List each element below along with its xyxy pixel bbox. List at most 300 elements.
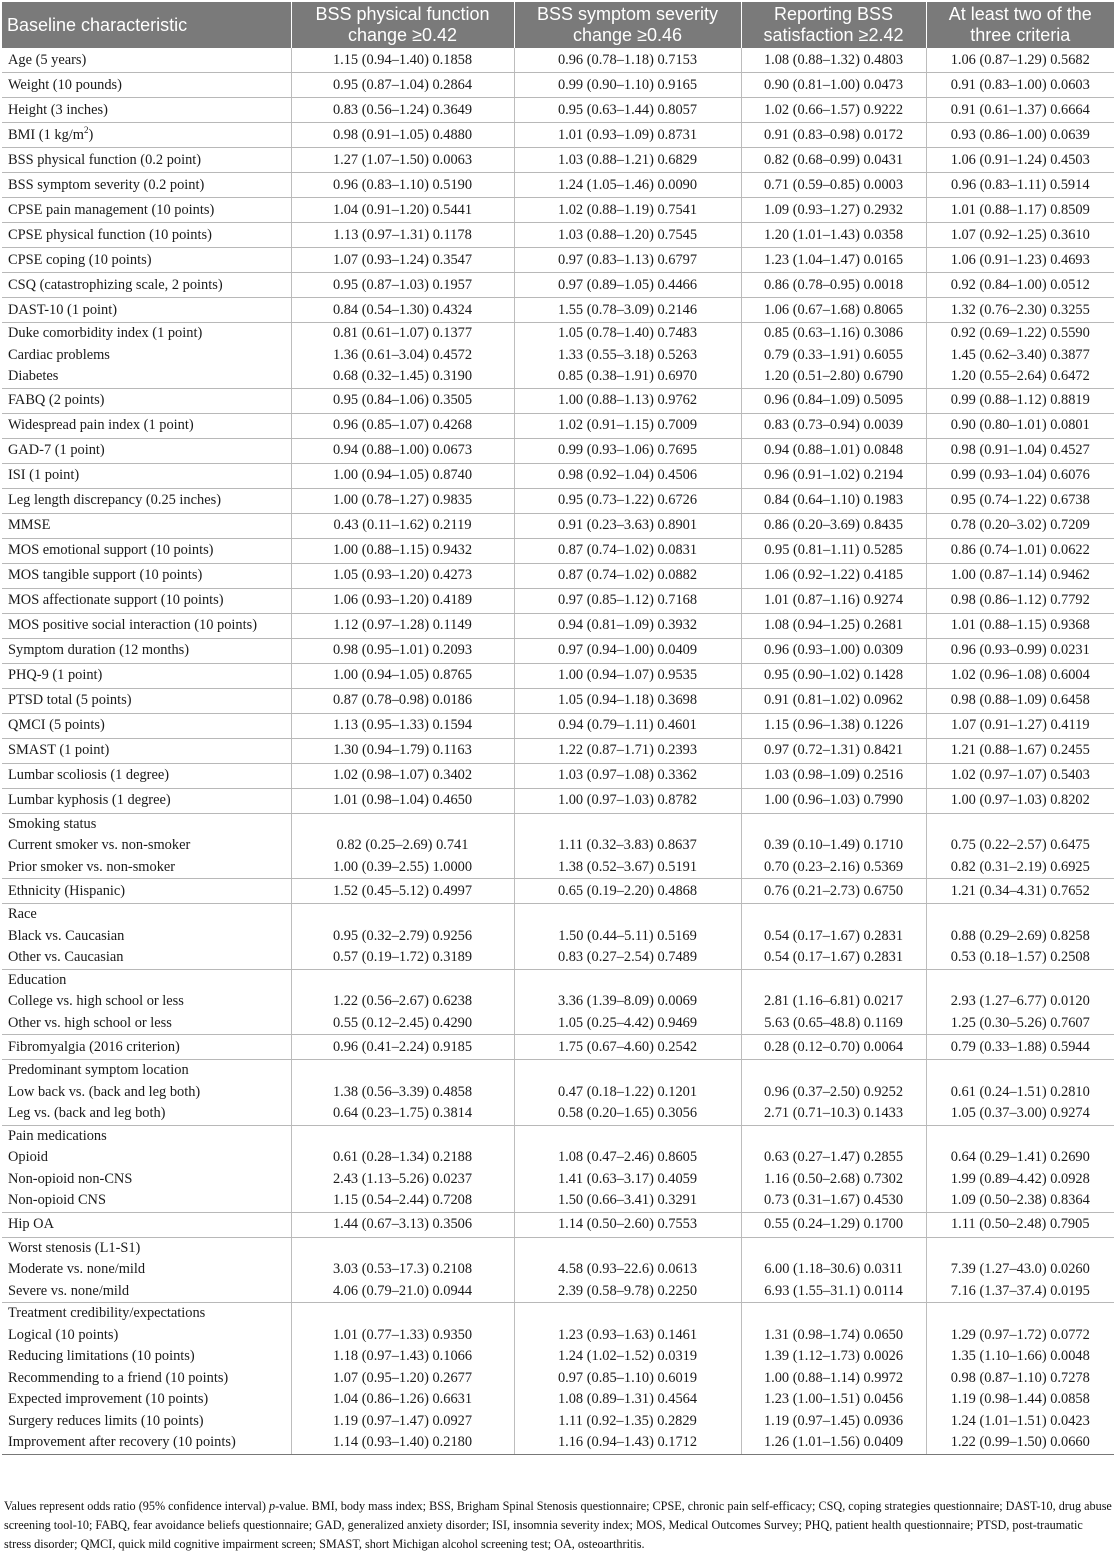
value-cell bbox=[291, 738, 514, 763]
odds-ratio-value: 0.85 (0.38–1.91) 0.6970 bbox=[557, 368, 698, 384]
table-row bbox=[2, 1035, 1114, 1060]
value-cell bbox=[926, 438, 1114, 463]
header-baseline-characteristic: Baseline characteristic bbox=[2, 2, 291, 48]
odds-ratio-value bbox=[296, 1303, 510, 1325]
row-label-cell bbox=[2, 98, 291, 123]
odds-ratio-value: 0.90 (0.81–1.00) 0.0473 bbox=[763, 76, 904, 93]
value-cell bbox=[926, 1035, 1114, 1060]
row-label: MOS emotional support (10 points) bbox=[8, 542, 214, 558]
row-label-cell bbox=[2, 298, 291, 323]
odds-ratio-value bbox=[519, 1126, 737, 1148]
value-cell bbox=[926, 73, 1114, 98]
odds-ratio-value: 0.98 (0.88–1.09) 0.6458 bbox=[950, 692, 1090, 708]
odds-ratio-value: 1.05 (0.78–1.40) 0.7483 bbox=[557, 325, 698, 341]
odds-ratio-value: 0.55 (0.12–2.45) 0.4290 bbox=[332, 1014, 473, 1031]
odds-ratio-value: 1.06 (0.92–1.22) 0.4185 bbox=[763, 567, 904, 583]
row-label: Education bbox=[8, 971, 67, 988]
row-label: Symptom duration (12 months) bbox=[8, 642, 190, 658]
value-cell bbox=[291, 488, 514, 513]
value-cell bbox=[291, 413, 514, 438]
odds-ratio-value: 0.82 (0.31–2.19) 0.6925 bbox=[950, 858, 1090, 875]
row-label: Logical (10 points) bbox=[8, 1326, 119, 1343]
odds-ratio-value: 1.00 (0.96–1.03) 0.7990 bbox=[763, 792, 904, 808]
odds-ratio-value: 0.91 (0.61–1.37) 0.6664 bbox=[950, 101, 1090, 118]
value-cell bbox=[741, 738, 926, 763]
value-cell bbox=[926, 1303, 1114, 1455]
row-label-cell bbox=[2, 1060, 291, 1126]
row-label: MMSE bbox=[8, 517, 51, 533]
row-label-cell bbox=[2, 388, 291, 413]
odds-ratio-value: 1.01 (0.88–1.15) 0.9368 bbox=[950, 617, 1090, 633]
odds-ratio-value: 1.30 (0.94–1.79) 0.1163 bbox=[333, 742, 472, 758]
value-cell bbox=[514, 1212, 741, 1237]
odds-ratio-value bbox=[746, 970, 922, 992]
odds-ratio-value: 1.08 (0.89–1.31) 0.4564 bbox=[557, 1391, 698, 1407]
odds-ratio-value: 0.99 (0.93–1.04) 0.6076 bbox=[950, 467, 1090, 483]
odds-ratio-value: 1.22 (0.87–1.71) 0.2393 bbox=[557, 742, 698, 758]
value-cell bbox=[291, 1303, 514, 1455]
odds-ratio-value: 0.43 (0.11–1.62) 0.2119 bbox=[333, 517, 472, 533]
odds-ratio-value: 1.06 (0.87–1.29) 0.5682 bbox=[950, 51, 1090, 68]
value-cell bbox=[926, 763, 1114, 788]
odds-ratio-value: 1.08 (0.94–1.25) 0.2681 bbox=[763, 617, 904, 633]
row-label: Opioid bbox=[8, 1149, 48, 1165]
value-cell bbox=[514, 413, 741, 438]
odds-ratio-value: 0.54 (0.17–1.67) 0.2831 bbox=[763, 927, 904, 944]
row-label: Duke comorbidity index (1 point) bbox=[8, 325, 203, 341]
value-cell bbox=[514, 1237, 741, 1303]
value-cell bbox=[514, 713, 741, 738]
table-row bbox=[2, 969, 1114, 1035]
value-cell bbox=[291, 688, 514, 713]
odds-ratio-value: 1.18 (0.97–1.43) 0.1066 bbox=[332, 1348, 473, 1364]
value-cell bbox=[926, 248, 1114, 273]
value-cell bbox=[514, 438, 741, 463]
table-row bbox=[2, 738, 1114, 763]
odds-ratio-value: 1.00 (0.88–1.14) 0.9972 bbox=[763, 1369, 904, 1386]
odds-ratio-value: 1.19 (0.98–1.44) 0.0858 bbox=[950, 1391, 1090, 1407]
odds-ratio-value: 0.95 (0.32–2.79) 0.9256 bbox=[332, 927, 473, 944]
value-cell bbox=[926, 463, 1114, 488]
odds-ratio-value: 1.07 (0.91–1.27) 0.4119 bbox=[950, 717, 1090, 733]
odds-ratio-value: 1.02 (0.96–1.08) 0.6004 bbox=[950, 667, 1090, 683]
value-cell bbox=[291, 969, 514, 1035]
odds-ratio-value bbox=[746, 1126, 922, 1148]
row-label: Severe vs. none/mild bbox=[8, 1282, 130, 1299]
value-cell bbox=[926, 388, 1114, 413]
odds-ratio-value: 0.65 (0.19–2.20) 0.4868 bbox=[557, 882, 698, 899]
value-cell bbox=[514, 738, 741, 763]
value-cell bbox=[926, 969, 1114, 1035]
row-label-cell bbox=[2, 688, 291, 713]
odds-ratio-value: 1.19 (0.97–1.45) 0.0936 bbox=[763, 1412, 904, 1429]
odds-ratio-value bbox=[519, 1238, 737, 1260]
odds-ratio-value: 2.71 (0.71–10.3) 0.1433 bbox=[763, 1105, 904, 1121]
value-cell bbox=[291, 148, 514, 173]
value-cell bbox=[926, 813, 1114, 879]
odds-ratio-value: 1.31 (0.98–1.74) 0.0650 bbox=[763, 1326, 904, 1343]
odds-ratio-value: 1.02 (0.97–1.07) 0.5403 bbox=[950, 767, 1090, 783]
odds-ratio-value: 0.75 (0.22–2.57) 0.6475 bbox=[950, 837, 1090, 853]
value-cell bbox=[514, 388, 741, 413]
value-cell bbox=[291, 904, 514, 970]
row-label-suffix: ) bbox=[88, 126, 94, 143]
value-cell bbox=[926, 98, 1114, 123]
value-cell bbox=[926, 738, 1114, 763]
row-label: CSQ (catastrophizing scale, 2 points) bbox=[8, 276, 223, 293]
value-cell bbox=[291, 1212, 514, 1237]
odds-ratio-value: 1.09 (0.93–1.27) 0.2932 bbox=[763, 201, 904, 218]
table-row bbox=[2, 73, 1114, 98]
table-row bbox=[2, 98, 1114, 123]
odds-ratio-value: 0.95 (0.84–1.06) 0.3505 bbox=[332, 392, 473, 408]
odds-ratio-value: 1.20 (1.01–1.43) 0.0358 bbox=[763, 226, 904, 243]
row-label: Ethnicity (Hispanic) bbox=[8, 882, 126, 899]
odds-ratio-value: 1.07 (0.95–1.20) 0.2677 bbox=[332, 1369, 473, 1386]
odds-ratio-value: 0.86 (0.78–0.95) 0.0018 bbox=[763, 276, 904, 293]
odds-ratio-value: 0.58 (0.20–1.65) 0.3056 bbox=[557, 1105, 698, 1121]
value-cell bbox=[926, 1125, 1114, 1212]
odds-ratio-value bbox=[296, 814, 510, 836]
value-cell bbox=[291, 713, 514, 738]
odds-ratio-value: 1.03 (0.88–1.20) 0.7545 bbox=[557, 226, 698, 243]
odds-ratio-value: 1.00 (0.97–1.03) 0.8202 bbox=[950, 792, 1090, 808]
odds-ratio-value: 1.04 (0.91–1.20) 0.5441 bbox=[332, 201, 473, 218]
odds-ratio-value: 0.92 (0.84–1.00) 0.0512 bbox=[950, 276, 1090, 293]
value-cell bbox=[514, 248, 741, 273]
odds-ratio-value: 1.33 (0.55–3.18) 0.5263 bbox=[557, 346, 698, 363]
table-row bbox=[2, 1060, 1114, 1126]
table-row bbox=[2, 413, 1114, 438]
table-row bbox=[2, 713, 1114, 738]
row-label-cell bbox=[2, 538, 291, 563]
odds-ratio-value: 0.83 (0.56–1.24) 0.3649 bbox=[332, 101, 473, 118]
table-row bbox=[2, 148, 1114, 173]
row-label: Leg vs. (back and leg both) bbox=[8, 1105, 166, 1121]
table-body bbox=[2, 48, 1114, 1454]
odds-ratio-value: 1.06 (0.67–1.68) 0.8065 bbox=[763, 301, 904, 318]
table-row bbox=[2, 223, 1114, 248]
value-cell bbox=[291, 1035, 514, 1060]
value-cell bbox=[926, 323, 1114, 389]
odds-ratio-value: 1.20 (0.51–2.80) 0.6790 bbox=[763, 368, 904, 384]
value-cell bbox=[514, 488, 741, 513]
odds-ratio-value: 1.13 (0.97–1.31) 0.1178 bbox=[333, 226, 472, 243]
value-cell bbox=[291, 879, 514, 904]
row-label: Moderate vs. none/mild bbox=[8, 1261, 146, 1277]
value-cell bbox=[926, 198, 1114, 223]
value-cell bbox=[926, 48, 1114, 73]
value-cell bbox=[291, 638, 514, 663]
odds-ratio-value: 7.39 (1.27–43.0) 0.0260 bbox=[950, 1261, 1090, 1277]
footnote-text-1: Values represent odds ratio (95% confidence interval) bbox=[4, 1499, 269, 1513]
value-cell bbox=[741, 904, 926, 970]
odds-ratio-value: 1.00 (0.39–2.55) 1.0000 bbox=[332, 858, 473, 875]
row-label: Cardiac problems bbox=[8, 346, 110, 363]
value-cell bbox=[514, 298, 741, 323]
row-label-cell bbox=[2, 248, 291, 273]
row-label: Predominant symptom location bbox=[8, 1062, 189, 1078]
odds-ratio-value bbox=[296, 1060, 510, 1082]
odds-ratio-value: 0.98 (0.91–1.05) 0.4880 bbox=[332, 126, 473, 143]
odds-ratio-value: 0.96 (0.37–2.50) 0.9252 bbox=[763, 1083, 904, 1100]
value-cell bbox=[514, 688, 741, 713]
row-label-cell bbox=[2, 788, 291, 813]
value-cell bbox=[741, 248, 926, 273]
odds-ratio-value: 0.96 (0.93–0.99) 0.0231 bbox=[950, 642, 1090, 658]
row-label: Prior smoker vs. non-smoker bbox=[8, 858, 176, 875]
value-cell bbox=[926, 148, 1114, 173]
odds-ratio-value bbox=[746, 1238, 922, 1260]
table-row bbox=[2, 513, 1114, 538]
odds-ratio-value: 0.97 (0.85–1.10) 0.6019 bbox=[557, 1369, 698, 1386]
value-cell bbox=[741, 513, 926, 538]
odds-ratio-value: 0.98 (0.86–1.12) 0.7792 bbox=[950, 592, 1090, 608]
row-label: Pain medications bbox=[8, 1127, 107, 1144]
row-label-cell bbox=[2, 738, 291, 763]
value-cell bbox=[291, 388, 514, 413]
row-label: CPSE coping (10 points) bbox=[8, 251, 152, 268]
row-label: Recommending to a friend (10 points) bbox=[8, 1369, 229, 1386]
odds-ratio-value: 1.01 (0.88–1.17) 0.8509 bbox=[950, 201, 1090, 218]
row-label: Age (5 years) bbox=[8, 51, 87, 68]
odds-ratio-value: 0.96 (0.41–2.24) 0.9185 bbox=[332, 1038, 473, 1055]
value-cell bbox=[291, 123, 514, 148]
value-cell bbox=[514, 48, 741, 73]
value-cell bbox=[741, 813, 926, 879]
value-cell bbox=[291, 223, 514, 248]
odds-ratio-value bbox=[931, 1238, 1111, 1260]
odds-ratio-value bbox=[296, 1126, 510, 1148]
table-row bbox=[2, 323, 1114, 389]
row-label-cell bbox=[2, 73, 291, 98]
odds-ratio-value: 1.16 (0.50–2.68) 0.7302 bbox=[763, 1170, 904, 1187]
odds-ratio-value: 0.91 (0.81–1.02) 0.0962 bbox=[763, 692, 904, 708]
table-row bbox=[2, 198, 1114, 223]
odds-ratio-value: 1.15 (0.94–1.40) 0.1858 bbox=[332, 51, 473, 68]
row-label-cell bbox=[2, 488, 291, 513]
value-cell bbox=[514, 813, 741, 879]
odds-ratio-value: 7.16 (1.37–37.4) 0.0195 bbox=[950, 1282, 1090, 1299]
odds-ratio-value: 1.21 (0.34–4.31) 0.7652 bbox=[950, 882, 1090, 899]
row-label-cell bbox=[2, 588, 291, 613]
odds-ratio-value bbox=[746, 1303, 922, 1325]
value-cell bbox=[741, 588, 926, 613]
odds-ratio-value: 1.45 (0.62–3.40) 0.3877 bbox=[950, 346, 1090, 363]
table-row bbox=[2, 613, 1114, 638]
table-row bbox=[2, 1125, 1114, 1212]
value-cell bbox=[741, 763, 926, 788]
odds-ratio-value: 1.55 (0.78–3.09) 0.2146 bbox=[557, 301, 698, 318]
odds-ratio-value: 0.87 (0.74–1.02) 0.0882 bbox=[557, 567, 698, 583]
row-label-cell bbox=[2, 323, 291, 389]
value-cell bbox=[291, 323, 514, 389]
value-cell bbox=[514, 1303, 741, 1455]
value-cell bbox=[741, 713, 926, 738]
value-cell bbox=[741, 488, 926, 513]
value-cell bbox=[741, 1303, 926, 1455]
row-label: Race bbox=[8, 906, 37, 922]
odds-ratio-value: 0.91 (0.83–0.98) 0.0172 bbox=[763, 126, 904, 143]
value-cell bbox=[514, 73, 741, 98]
odds-ratio-value: 3.36 (1.39–8.09) 0.0069 bbox=[557, 993, 698, 1009]
odds-ratio-value: 1.00 (0.94–1.07) 0.9535 bbox=[557, 667, 698, 683]
value-cell bbox=[291, 1237, 514, 1303]
row-label: Other vs. high school or less bbox=[8, 1014, 172, 1031]
odds-ratio-table bbox=[2, 2, 1114, 1455]
odds-ratio-value bbox=[296, 970, 510, 992]
odds-ratio-value: 1.00 (0.94–1.05) 0.8740 bbox=[332, 467, 473, 483]
odds-ratio-value bbox=[519, 1060, 737, 1082]
table-row bbox=[2, 248, 1114, 273]
row-label: Lumbar kyphosis (1 degree) bbox=[8, 792, 171, 808]
odds-ratio-value: 1.00 (0.87–1.14) 0.9462 bbox=[950, 567, 1090, 583]
value-cell bbox=[291, 513, 514, 538]
odds-ratio-value: 2.93 (1.27–6.77) 0.0120 bbox=[950, 993, 1090, 1009]
row-label: FABQ (2 points) bbox=[8, 392, 105, 408]
odds-ratio-value: 1.06 (0.91–1.24) 0.4503 bbox=[950, 151, 1090, 168]
value-cell bbox=[514, 323, 741, 389]
odds-ratio-value: 0.95 (0.87–1.04) 0.2864 bbox=[332, 76, 473, 93]
odds-ratio-value: 1.15 (0.96–1.38) 0.1226 bbox=[763, 717, 904, 733]
value-cell bbox=[514, 613, 741, 638]
odds-ratio-value: 1.00 (0.78–1.27) 0.9835 bbox=[332, 492, 473, 508]
odds-ratio-value: 0.96 (0.83–1.10) 0.5190 bbox=[332, 176, 473, 193]
odds-ratio-value: 0.88 (0.29–2.69) 0.8258 bbox=[950, 927, 1090, 944]
value-cell bbox=[514, 969, 741, 1035]
table-row bbox=[2, 1212, 1114, 1237]
odds-ratio-value: 1.02 (0.66–1.57) 0.9222 bbox=[763, 101, 904, 118]
odds-ratio-value: 1.23 (0.93–1.63) 0.1461 bbox=[557, 1326, 698, 1343]
odds-ratio-value: 1.15 (0.54–2.44) 0.7208 bbox=[332, 1192, 473, 1208]
row-label-cell bbox=[2, 663, 291, 688]
table-row bbox=[2, 563, 1114, 588]
odds-ratio-value bbox=[519, 1303, 737, 1325]
value-cell bbox=[514, 273, 741, 298]
odds-ratio-value: 1.36 (0.61–3.04) 0.4572 bbox=[332, 346, 473, 363]
table-row bbox=[2, 813, 1114, 879]
odds-ratio-value: 1.38 (0.52–3.67) 0.5191 bbox=[557, 858, 698, 875]
value-cell bbox=[741, 563, 926, 588]
value-cell bbox=[926, 588, 1114, 613]
value-cell bbox=[291, 98, 514, 123]
value-cell bbox=[926, 788, 1114, 813]
value-cell bbox=[514, 788, 741, 813]
value-cell bbox=[926, 613, 1114, 638]
odds-ratio-value: 0.84 (0.54–1.30) 0.4324 bbox=[332, 301, 473, 318]
value-cell bbox=[741, 688, 926, 713]
odds-ratio-value: 0.64 (0.29–1.41) 0.2690 bbox=[950, 1149, 1090, 1165]
odds-ratio-value: 0.99 (0.93–1.06) 0.7695 bbox=[557, 442, 698, 458]
row-label-cell bbox=[2, 273, 291, 298]
row-label: Current smoker vs. non-smoker bbox=[8, 837, 191, 853]
odds-ratio-value: 0.98 (0.87–1.10) 0.7278 bbox=[950, 1369, 1090, 1386]
odds-ratio-value: 3.03 (0.53–17.3) 0.2108 bbox=[332, 1261, 473, 1277]
odds-ratio-value: 0.98 (0.91–1.04) 0.4527 bbox=[950, 442, 1090, 458]
odds-ratio-value: 1.07 (0.93–1.24) 0.3547 bbox=[332, 251, 473, 268]
value-cell bbox=[291, 73, 514, 98]
odds-ratio-value: 0.94 (0.88–1.00) 0.0673 bbox=[332, 442, 473, 458]
odds-ratio-value bbox=[931, 1303, 1111, 1325]
odds-ratio-value: 0.68 (0.32–1.45) 0.3190 bbox=[332, 368, 473, 384]
odds-ratio-value: 0.86 (0.74–1.01) 0.0622 bbox=[950, 542, 1090, 558]
odds-ratio-value: 1.52 (0.45–5.12) 0.4997 bbox=[332, 882, 473, 899]
row-label: MOS tangible support (10 points) bbox=[8, 567, 203, 583]
value-cell bbox=[514, 904, 741, 970]
odds-ratio-value: 0.54 (0.17–1.67) 0.2831 bbox=[763, 949, 904, 965]
row-label-cell bbox=[2, 413, 291, 438]
table-row bbox=[2, 538, 1114, 563]
value-cell bbox=[291, 1125, 514, 1212]
odds-ratio-value: 1.38 (0.56–3.39) 0.4858 bbox=[332, 1083, 473, 1100]
odds-ratio-value: 1.04 (0.86–1.26) 0.6631 bbox=[332, 1391, 473, 1407]
row-label: Improvement after recovery (10 points) bbox=[8, 1434, 236, 1450]
table-row bbox=[2, 388, 1114, 413]
odds-ratio-value: 0.97 (0.85–1.12) 0.7168 bbox=[557, 592, 698, 608]
value-cell bbox=[291, 663, 514, 688]
value-cell bbox=[514, 763, 741, 788]
row-label-cell bbox=[2, 438, 291, 463]
odds-ratio-value: 1.20 (0.55–2.64) 0.6472 bbox=[950, 368, 1090, 384]
odds-ratio-value: 1.05 (0.94–1.18) 0.3698 bbox=[557, 692, 698, 708]
odds-ratio-value: 0.96 (0.78–1.18) 0.7153 bbox=[557, 51, 698, 68]
odds-ratio-value bbox=[296, 904, 510, 926]
row-label-cell bbox=[2, 763, 291, 788]
value-cell bbox=[514, 588, 741, 613]
value-cell bbox=[926, 538, 1114, 563]
odds-ratio-value: 1.32 (0.76–2.30) 0.3255 bbox=[950, 301, 1090, 318]
value-cell bbox=[741, 173, 926, 198]
odds-ratio-value: 0.84 (0.64–1.10) 0.1983 bbox=[763, 492, 904, 508]
value-cell bbox=[926, 688, 1114, 713]
row-label: Weight (10 pounds) bbox=[8, 76, 122, 93]
odds-ratio-value: 0.81 (0.61–1.07) 0.1377 bbox=[332, 325, 473, 341]
value-cell bbox=[741, 438, 926, 463]
value-cell bbox=[514, 538, 741, 563]
odds-ratio-value: 1.25 (0.30–5.26) 0.7607 bbox=[950, 1014, 1090, 1031]
table-row bbox=[2, 488, 1114, 513]
value-cell bbox=[926, 713, 1114, 738]
odds-ratio-value: 6.93 (1.55–31.1) 0.0114 bbox=[764, 1282, 903, 1299]
table-row bbox=[2, 463, 1114, 488]
row-label: MOS affectionate support (10 points) bbox=[8, 592, 224, 608]
odds-ratio-value: 0.78 (0.20–3.02) 0.7209 bbox=[950, 517, 1090, 533]
value-cell bbox=[291, 48, 514, 73]
odds-ratio-value: 0.63 (0.27–1.47) 0.2855 bbox=[763, 1149, 904, 1165]
table-row bbox=[2, 123, 1114, 148]
value-cell bbox=[926, 488, 1114, 513]
odds-ratio-value: 0.53 (0.18–1.57) 0.2508 bbox=[950, 949, 1090, 965]
odds-ratio-value bbox=[746, 814, 922, 836]
value-cell bbox=[926, 413, 1114, 438]
value-cell bbox=[514, 1035, 741, 1060]
row-label: CPSE physical function (10 points) bbox=[8, 226, 212, 243]
odds-ratio-value: 6.00 (1.18–30.6) 0.0311 bbox=[764, 1261, 903, 1277]
odds-ratio-value: 1.29 (0.97–1.72) 0.0772 bbox=[950, 1326, 1090, 1343]
odds-ratio-value: 0.99 (0.90–1.10) 0.9165 bbox=[557, 76, 698, 93]
odds-ratio-value: 1.26 (1.01–1.56) 0.0409 bbox=[763, 1434, 904, 1450]
odds-ratio-value: 1.24 (1.01–1.51) 0.0423 bbox=[950, 1412, 1090, 1429]
odds-ratio-value: 0.70 (0.23–2.16) 0.5369 bbox=[763, 858, 904, 875]
odds-ratio-value: 1.00 (0.88–1.15) 0.9432 bbox=[332, 542, 473, 558]
odds-ratio-value: 1.12 (0.97–1.28) 0.1149 bbox=[333, 617, 472, 633]
row-label-cell bbox=[2, 879, 291, 904]
value-cell bbox=[926, 123, 1114, 148]
table-row bbox=[2, 438, 1114, 463]
table-row bbox=[2, 1303, 1114, 1455]
value-cell bbox=[741, 1060, 926, 1126]
value-cell bbox=[926, 879, 1114, 904]
